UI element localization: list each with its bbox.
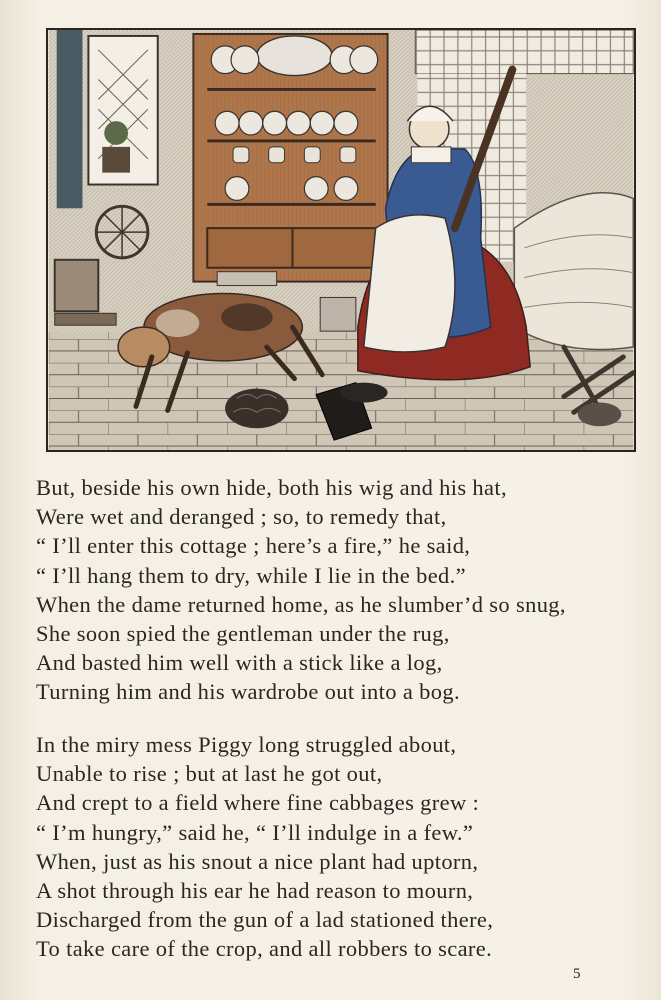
bed xyxy=(514,193,633,350)
platter xyxy=(257,36,332,76)
verse-line: And crept to a field where fine cabbages grew : xyxy=(36,790,480,816)
verse-line: But, beside his own hide, both his wig and his hat, xyxy=(36,475,507,500)
white-apron xyxy=(364,215,455,352)
verse-line: Turning him and his wardrobe out into a bog. xyxy=(36,679,460,705)
cottage-illustration xyxy=(46,28,636,452)
potted-plant xyxy=(104,121,128,145)
verse-line: Unable to rise ; but at last he got out, xyxy=(36,761,383,787)
page-number: 5 xyxy=(573,966,581,982)
stanza-1 xyxy=(36,473,636,707)
verse-line: “ I’m hungry,” said he, “ I’ll indulge in a few.” xyxy=(36,819,474,845)
verse-line: “ I’ll enter this cottage ; here’s a fire,” he said, xyxy=(36,533,471,559)
verse-line: When, just as his snout a nice plant had uptorn, xyxy=(36,848,479,874)
verse-line: In the miry mess Piggy long struggled about, xyxy=(36,732,457,757)
verse-line: She soon spied the gentleman under the rug, xyxy=(36,620,450,646)
verse-line: “ I’ll hang them to dry, while I lie in the bed.” xyxy=(36,562,466,588)
flower-pot xyxy=(102,147,130,173)
bed-canopy xyxy=(415,30,633,74)
woodcut-scene xyxy=(48,30,634,450)
verse-line: A shot through his ear he had reason to mourn, xyxy=(36,877,474,903)
verse-line: To take care of the crop, and all robbers to scare. xyxy=(36,936,493,962)
verse-line: And basted him well with a stick like a log, xyxy=(36,650,443,676)
window-curtain xyxy=(57,30,83,208)
metal-pail xyxy=(320,297,356,331)
wooden-tub xyxy=(55,260,99,312)
basin xyxy=(217,272,276,286)
wig xyxy=(225,389,288,429)
pig-head xyxy=(118,327,170,367)
stanza-2 xyxy=(36,730,636,964)
verse-line: When the dame returned home, as he slumber’d so snug, xyxy=(36,591,566,617)
verse-line: Discharged from the gun of a lad stationed there, xyxy=(36,907,494,933)
verse-line: Were wet and deranged ; so, to remedy that, xyxy=(36,504,447,530)
